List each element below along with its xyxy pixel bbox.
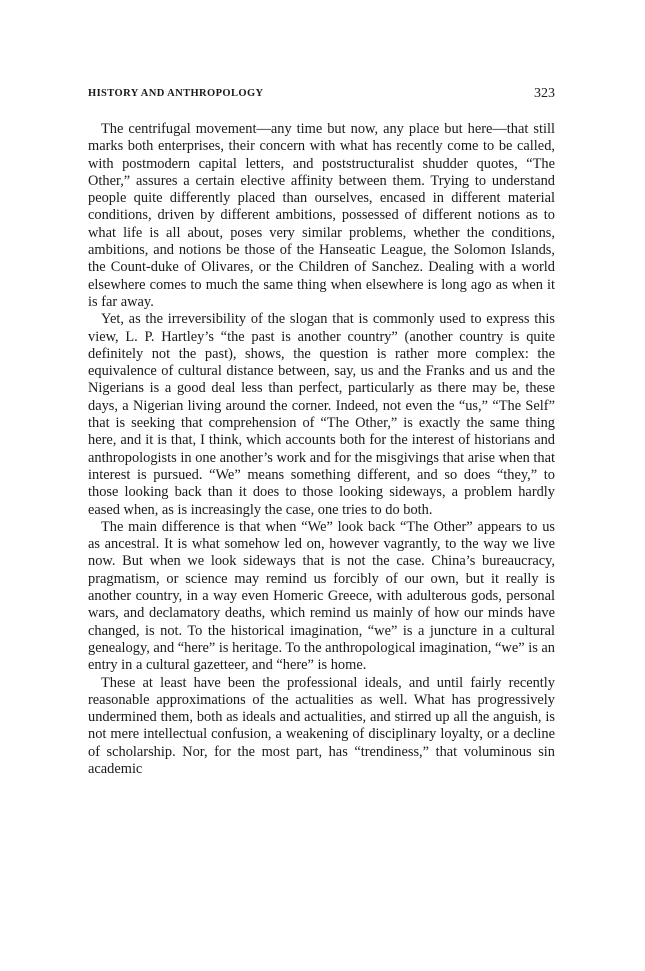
- running-title: HISTORY AND ANTHROPOLOGY: [88, 88, 264, 99]
- running-head: [88, 88, 555, 104]
- page-number: 323: [534, 86, 555, 101]
- body-text: [88, 121, 555, 778]
- paragraph: Yet, as the irreversibility of the slogan that is commonly used to express this view, L. P. Hartley’s “the past is another country” (another country is quite definitely not the past), shows, the question is rather more complex: the equivalence of cultural distance between, say, us and the Franks and us and the Nigerians is a good deal less than perfect, particularly as there may be, these days, a Nigerian living around the corner. Indeed, not even the “us,” “The Self” that is seeking that comprehension of “The Other,” is exactly the same thing here, and it is that, I think, which accounts both for the interest of historians and anthropologists in one another’s work and for the misgivings that arise when that interest is pursued. “We” means something different, and so does “they,” to those looking back than it does to those looking sideways, a problem hardly eased when, as is increasingly the case, one tries to do both.: [88, 311, 555, 518]
- paragraph: The main difference is that when “We” look back “The Other” appears to us as ancestral. It is what somehow led on, however vagrantly, to the way we live now. But when we look sideways that is not the case. China’s bureaucracy, pragmatism, or science may remind us forcibly of our own, but it really is another country, in a way even Homeric Greece, with adulterous gods, personal wars, and declamatory deaths, which remind us mainly of how our minds have changed, is not. To the historical imagination, “we” is a juncture in a cultural genealogy, and “here” is heritage. To the anthropological imagination, “we” is an entry in a cultural gazetteer, and “here” is home.: [88, 518, 555, 674]
- paragraph: These at least have been the professional ideals, and until fairly recently reasonable approximations of the actualities as well. What has progressively undermined them, both as ideals and actualities, and stirred up all the anguish, is not mere intellectual confusion, a weakening of disciplinary loyalty, or a decline of scholarship. Nor, for the most part, has “trendiness,” that voluminous sin academic: [88, 674, 555, 777]
- paragraph: The centrifugal movement—any time but now, any place but here—that still marks both enterprises, their concern with what has recently come to be called, with postmodern capital letters, and poststructuralist shudder quotes, “The Other,” assures a certain elective affinity between them. Trying to understand people quite differently placed than ourselves, encased in different material conditions, driven by different ambitions, possessed of different notions as to what life is all about, poses very similar problems, whether the conditions, ambitions, and notions be those of the Hanseatic League, the Solomon Islands, the Count-duke of Olivares, or the Children of Sanchez. Dealing with a world elsewhere comes to much the same thing when elsewhere is long ago as when it is far away.: [88, 121, 555, 310]
